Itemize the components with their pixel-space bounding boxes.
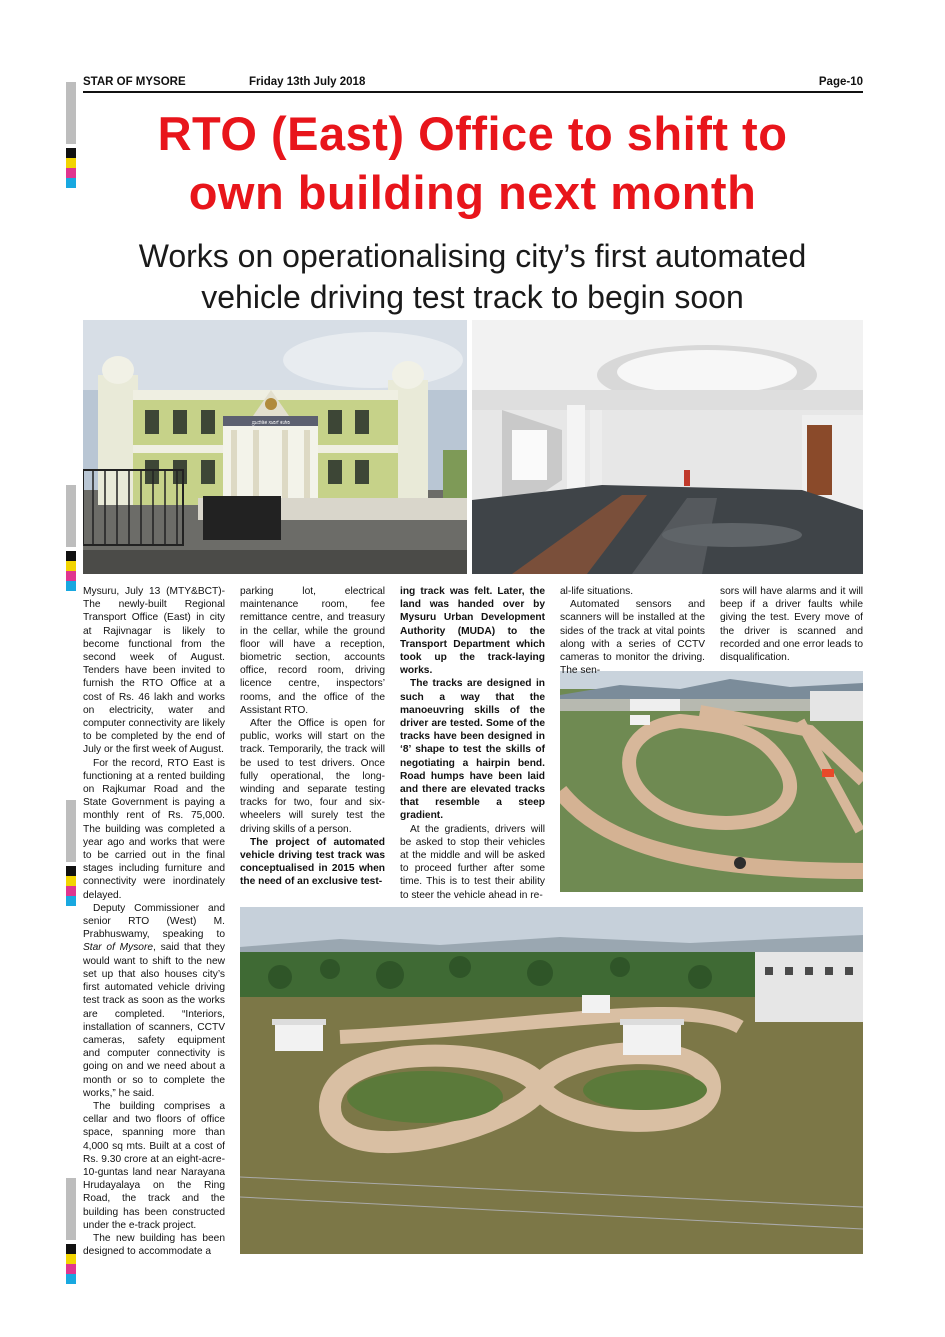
figure-eight-track-photo — [240, 907, 863, 1254]
newspaper-name-italic: Star of Mysore — [83, 942, 154, 954]
article-column-2 — [240, 585, 385, 895]
registration-marks-bottom — [66, 1178, 76, 1284]
masthead — [83, 76, 863, 92]
rto-building-photo — [83, 320, 467, 574]
figure-eight-track-illustration — [240, 907, 863, 1254]
test-track-photo — [560, 671, 863, 892]
registration-marks-lower — [66, 800, 76, 906]
article-paragraph-10a: Automated sensors and scanners will be installed at the sides of the track at vital points along with a series of CCTV cameras to monitor the driving. The sen- — [560, 599, 705, 677]
article-paragraph-5a: The new building has been designed to accommodate a — [83, 1232, 225, 1258]
article-paragraph-3: Deputy Commissioner and senior RTO (West) M. Prabhuswamy, speaking to Star of Mysore, said that they would want to shift to the new set up that also houses city’s first automated vehicle driving test track as soon as the works are completed. “Interiors, installation of scanners, CCTV cameras, safety equipment and computer connectivity is going on and we need about a month or so to complete the works,” he said. — [83, 902, 225, 1099]
article-paragraph-2: For the record, RTO East is functioning at a rented building on Rajkumar Road and the State Government is paying a monthly rent of Rs. 75,000. The building was completed a year ago and works that were to be carried out in the final stages including furniture and connectivity were inordinately delayed. — [83, 757, 225, 901]
article-paragraph-5b: parking lot, electrical maintenance room, fee remittance centre, and treasury in the cellar, while the ground floor will have a reception, biometric section, accounts office, record room, driving licence centre, inspectors’ rooms, and the office of the Assistant RTO. — [240, 586, 385, 716]
article-paragraph-9b: al-life situations. — [560, 586, 634, 597]
article-paragraph-6: After the Office is open for public, works will start on the track. Temporarily, the track will be used to test drivers. Once fully operational, the long-winding and separate testing tracks for two, four and six-wheelers will surely test the driving skills of a person. — [240, 718, 385, 835]
issue-date: Friday 13th July 2018 — [249, 76, 366, 88]
masthead-rule — [83, 91, 863, 93]
rto-building-illustration — [83, 320, 467, 574]
article-column-5 — [720, 585, 863, 669]
article-paragraph-9a: At the gradients, drivers will be asked to stop their vehicles at the middle and will be asked to proceed further after some time. This is to test their ability to steer the vehicle ahead in re- — [400, 823, 545, 901]
headline-line-1: RTO (East) Office to shift to — [157, 107, 788, 160]
article-paragraph-4: The building comprises a cellar and two floors of office space, spanning more than 4,000 sq mts. Built at a cost of Rs. 9.30 crore at an eight-acre-10-guntas land near Narayana Hrudayalaya on the Ring Road, the track and the building has been constructed under the e-track project. — [83, 1100, 225, 1231]
office-interior-illustration — [472, 320, 863, 574]
subheadline — [70, 236, 875, 318]
page-number: Page-10 — [818, 76, 863, 88]
article-paragraph-1: Mysuru, July 13 (MTY&BCT)- The newly-built Regional Transport Office (East) in city at Rajivnagar is likely to become functional from the second week of August. Tenders have been invited to furnish the RTO Office at a cost of Rs. 46 lakh and works on electricity, water and computer connectivity are likely to be completed by the end of July or the first week of August. — [83, 586, 225, 756]
subheadline-line-1: Works on operationalising city’s first automated — [138, 238, 807, 274]
article-column-4 — [560, 585, 705, 677]
article-column-3 — [400, 585, 545, 901]
headline — [70, 104, 875, 222]
building-sign-text: ಪ್ರಾದೇಶಿಕ ಸಾರಿಗೆ ಕಚೇರಿ — [251, 420, 291, 426]
paper-name: STAR OF MYSORE — [83, 76, 186, 88]
article-paragraph-10b: sors will have alarms and it will beep if a driver faults while giving the test. Every move of the driver is scanned and recorded and one error leads to disqualification. — [720, 586, 863, 664]
article-paragraph-8: The tracks are designed in such a way that the manoeuvring skills of the driver are tested. Some of the tracks have been designed in ‘8’ shape to test the skills of negotiating a hairpin bend. Road humps have been laid and there are elevated tracks that resemble a steep gradient. — [400, 678, 545, 822]
article-paragraph-7b: ing track was felt. Later, the land was handed over by Mysuru Urban Development Authority (MUDA) to the Transport Department which took up the track-laying works. — [400, 586, 545, 677]
subheadline-line-2: vehicle driving test track to begin soon — [201, 279, 744, 315]
test-track-illustration — [560, 671, 863, 892]
article-column-1 — [83, 585, 225, 1258]
article-paragraph-7a: The project of automated vehicle driving test track was conceptualised in 2015 when the need of an exclusive test- — [240, 836, 385, 888]
office-interior-photo — [472, 320, 863, 574]
headline-line-2: own building next month — [188, 166, 757, 219]
registration-marks-middle — [66, 485, 76, 591]
